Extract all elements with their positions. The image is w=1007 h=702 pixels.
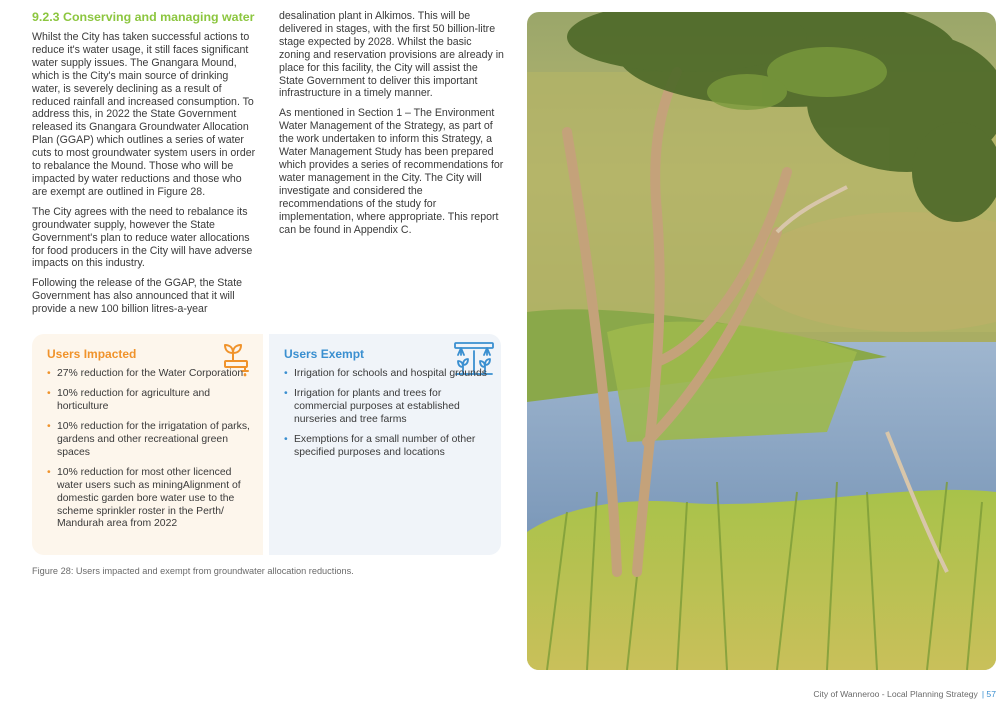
list-item: • Exemptions for a small number of other specified purposes and locations <box>284 434 491 460</box>
paragraph: desalination plant in Alkimos. This will be delivered in stages, with the first 50 billion-litre stage expected by 2028. Whilst the basic zoning and reservation provisions are already in place for this facility, the City will assist the State Government to deliver this important infrastructure in a timely manner. <box>279 10 504 100</box>
text-column-middle <box>279 10 504 243</box>
list-item: • Irrigation for schools and hospital grounds <box>284 368 491 381</box>
list-item: • 10% reduction for agriculture and horticulture <box>47 388 253 414</box>
text-column-left <box>32 10 257 323</box>
figure-caption: Figure 28: Users impacted and exempt from groundwater allocation reductions. <box>32 566 354 576</box>
users-exempt-title: Users Exempt <box>284 347 365 361</box>
list-item: • 27% reduction for the Water Corporation <box>47 368 253 381</box>
list-item: • Irrigation for plants and trees for commercial purposes at established nurseries and tree farms <box>284 388 491 426</box>
section-heading: 9.2.3 Conserving and managing water <box>32 10 255 24</box>
page-footer <box>813 689 996 699</box>
paragraph: Whilst the City has taken successful actions to reduce it's water usage, it still faces significant water supply issues. The Gnangara Mound, which is the City's main source of drinking water, is severely declining as a result of reduced rainfall and increased consumption. To address this, in 2022 the State Government released its Gnangara Groundwater Allocation Plan (GGAP) which outlines a series of water cuts to most groundwater system users in order to rebalance the Mound. Those who will be impacted by water reductions and those who are exempt are outlined in Figure 28. <box>32 31 256 198</box>
wetland-photo <box>527 12 996 670</box>
users-impacted-panel <box>32 334 263 555</box>
list-item: • 10% reduction for most other licenced water users such as miningAlignment of domestic garden bore water use to the scheme sprinkler roster in the Perth/ Mandurah area from 2022 <box>47 467 253 531</box>
users-impacted-list <box>47 368 253 539</box>
footer-doc-title: City of Wanneroo - Local Planning Strategy <box>813 689 978 699</box>
users-impacted-title: Users Impacted <box>47 347 137 361</box>
paragraph: As mentioned in Section 1 – The Environment Water Management of the Strategy, as part of the work undertaken to inform this Strategy, a Water Management Study has been prepared which provides a series of recommendations for water management in the City. The City will investigate and considered the recommendations of the study for implementation, where appropriate. This report can be found in Appendix C. <box>279 107 504 236</box>
users-exempt-panel <box>269 334 501 555</box>
paragraph: The City agrees with the need to rebalance its groundwater supply, however the State Government's plan to reduce water allocations for food producers in the City will have adverse impacts on this industry. <box>32 205 253 270</box>
page-number: | 57 <box>981 689 996 699</box>
users-exempt-list <box>284 368 491 467</box>
paragraph: Following the release of the GGAP, the State Government has also announced that it will provide a new 100 billion litres-a-year <box>32 277 243 316</box>
list-item: • 10% reduction for the irrigatation of parks, gardens and other recreational green spaces <box>47 421 253 459</box>
